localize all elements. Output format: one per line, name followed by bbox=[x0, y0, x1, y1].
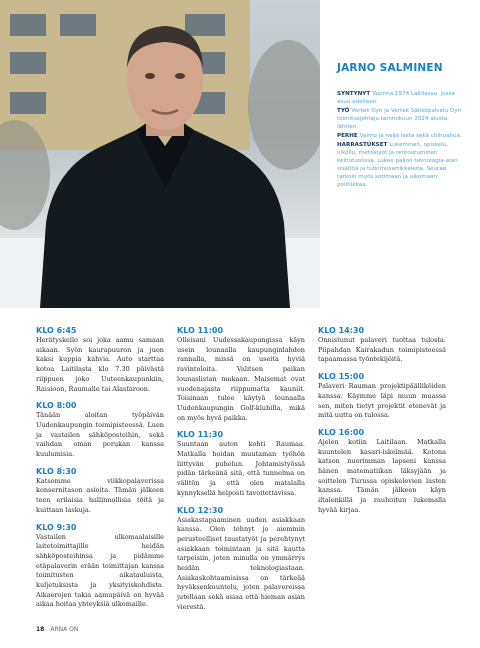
entry-time: KLO 15:00 bbox=[318, 372, 365, 382]
timeline-entry bbox=[318, 428, 446, 516]
profile-box bbox=[337, 62, 467, 190]
timeline-entry bbox=[36, 523, 164, 611]
profile-work bbox=[337, 107, 467, 131]
entry-time: KLO 14:30 bbox=[318, 326, 365, 335]
timeline-column-1 bbox=[36, 326, 164, 617]
entry-time: KLO 12:30 bbox=[177, 505, 224, 515]
timeline-entry bbox=[177, 430, 305, 498]
timeline-column-3 bbox=[318, 326, 446, 523]
entry-text: Palaveri Rauman projektipäälliköiden kanssa. Käymme läpi muun muassa sen, miten tietyt projektit etenevät ja mitä uutta on tulossa. bbox=[318, 382, 446, 420]
portrait-photo bbox=[0, 0, 320, 308]
profile-text: Lukeminen, opiskelu, ulkoilu, metsätyöt ja rentoutuminen keinutuolissa. Lukee paljon teknologia-alan sisältöä ja tutkimusartikkeleita. Seuraa tarkoin myös kotimaan ja ulkomaan politiikkaa. bbox=[337, 142, 458, 188]
timeline-entry bbox=[36, 467, 164, 516]
page-number: 18 bbox=[36, 626, 45, 633]
profile-label: PERHE bbox=[337, 133, 358, 139]
entry-text: Suuntaan auton kohti Raumaa. Matkalla hoidan muutaman työhön liittyvän puhelun. Johtamistyössä pidän tärkeänä sitä, että tunnelma on välitön ja että olen matalalla kynnyksellä helposti tavoitettavissa. bbox=[177, 440, 305, 497]
entry-time: KLO 11:30 bbox=[177, 430, 224, 440]
timeline-entry bbox=[177, 326, 305, 423]
profile-text: Vuonna 1974 Laitilassa, jossa asuu edelleen. bbox=[337, 91, 455, 105]
entry-text: Herätyskello soi joka aamu samaan aikaan. Syön kaurapuuron ja juon kaksi kuppia kahvia. Auto starttaa kotoa Laitilasta klo 7.30 päivästä riippuen joko Uuteenkaupunkiin, Raisioon, Raumalle tai Alastaroon. bbox=[36, 336, 164, 393]
entry-time: KLO 11:00 bbox=[177, 326, 224, 335]
profile-born bbox=[337, 90, 467, 106]
timeline-entry bbox=[36, 401, 164, 460]
entry-text: Katsomme viikkopalaverissa konsernitason asioita. Tämän jälkeen teen erilaisia hallinnollisia töitä ja kuittaan laskuja. bbox=[36, 476, 164, 514]
profile-label: SYNTYNYT bbox=[337, 91, 371, 97]
profile-label: TYÖ bbox=[337, 108, 350, 114]
timeline-entry bbox=[318, 372, 446, 421]
entry-time: KLO 8:00 bbox=[36, 401, 77, 411]
entry-text: Tänään aloitan työpäivän Uudenkaupungin toimipisteessä. Luen ja vastailen sähköposteihin, sekä vaihdan oman porukan kanssa kuulumisia. bbox=[36, 411, 164, 459]
entry-time: KLO 8:30 bbox=[36, 466, 77, 476]
entry-time: KLO 9:30 bbox=[36, 522, 77, 532]
entry-text: Onnistunut palaveri tuottaa tulosta. Piipahdan Kairakadun toimipisteessä tapaamassa työntekijöitä. bbox=[318, 336, 446, 364]
profile-text: Vertek Oyn ja Vertek Sähköpalvelu Oyn toimitusjohtaja tammikuun 2024 alusta lähtien. bbox=[337, 108, 462, 130]
profile-family bbox=[337, 132, 467, 140]
timeline-column-2 bbox=[177, 326, 305, 620]
entry-text: Ajelen kotiin Laitilaan. Matkalla kuuntelen kasari-iskelmää. Kotona katson nuorimman lapseni kanssa hänen matematiikan läksyjään ja soittelen Turussa opiskelevien lasten kanssa. Tämän jälkeen käyn iltalenkillä ja rauhoitun lukemalla hyvää kirjaa. bbox=[318, 437, 446, 514]
entry-text: Asiakastapaaminen uuden asiakkaan kanssa. Olen tehnyt jo aiemmin perusteelliset taustatyöt ja perehtynyt asiakkaan toimintaan ja sitä kautta tarpeisiin, joten minulla on ymmärrys heidän teknologiastaan. Asiakaskohtaamisissa on tärkeää hyväksenkuuntelu, joten palavereissa jutellaan sekä asiaa että hieman asian vierestä. bbox=[177, 515, 305, 611]
entry-text: Olleisani Uudessakaupungissa käyn usein lounaalla kaupunginlahden rannalla, missä on useita hyviä ravintoloita. Valitsen paikan lounaslistan mukaan. Maisemat ovat vuodenajasta riippumatta kauniit. Toisinaan tulee käytyä lounaalla Uudenkaupungin Golf-klubilla, mikä on myös hyvä paikka. bbox=[177, 336, 305, 422]
person-figure bbox=[40, 18, 290, 308]
entry-time: KLO 16:00 bbox=[318, 427, 365, 437]
entry-time: KLO 6:45 bbox=[36, 326, 77, 335]
profile-hobbies bbox=[337, 141, 467, 189]
timeline-entry bbox=[177, 506, 305, 613]
profile-label: HARRASTUKSET bbox=[337, 142, 388, 148]
magazine-name: ARNA ON bbox=[50, 626, 79, 633]
timeline-entry bbox=[36, 326, 164, 394]
profile-text: Vaimo ja neljä lasta sekä chihuahua. bbox=[359, 133, 462, 139]
entry-text: Vastailen ulkomaalaisille laitetoimittajille heidän sähköposteihinsa ja pidämme etäpalaverin erään toimittajan kanssa toimitusten aikatauluista, kuljetuksista ja yksityiskohdista. Aikaerojen takia aamupäivä on hyvää aikaa hoitaa yhteyksiä ulkomaille. bbox=[36, 532, 164, 609]
timeline-entry bbox=[318, 326, 446, 365]
person-name: JARNO SALMINEN bbox=[337, 62, 443, 74]
page-footer bbox=[36, 626, 78, 633]
